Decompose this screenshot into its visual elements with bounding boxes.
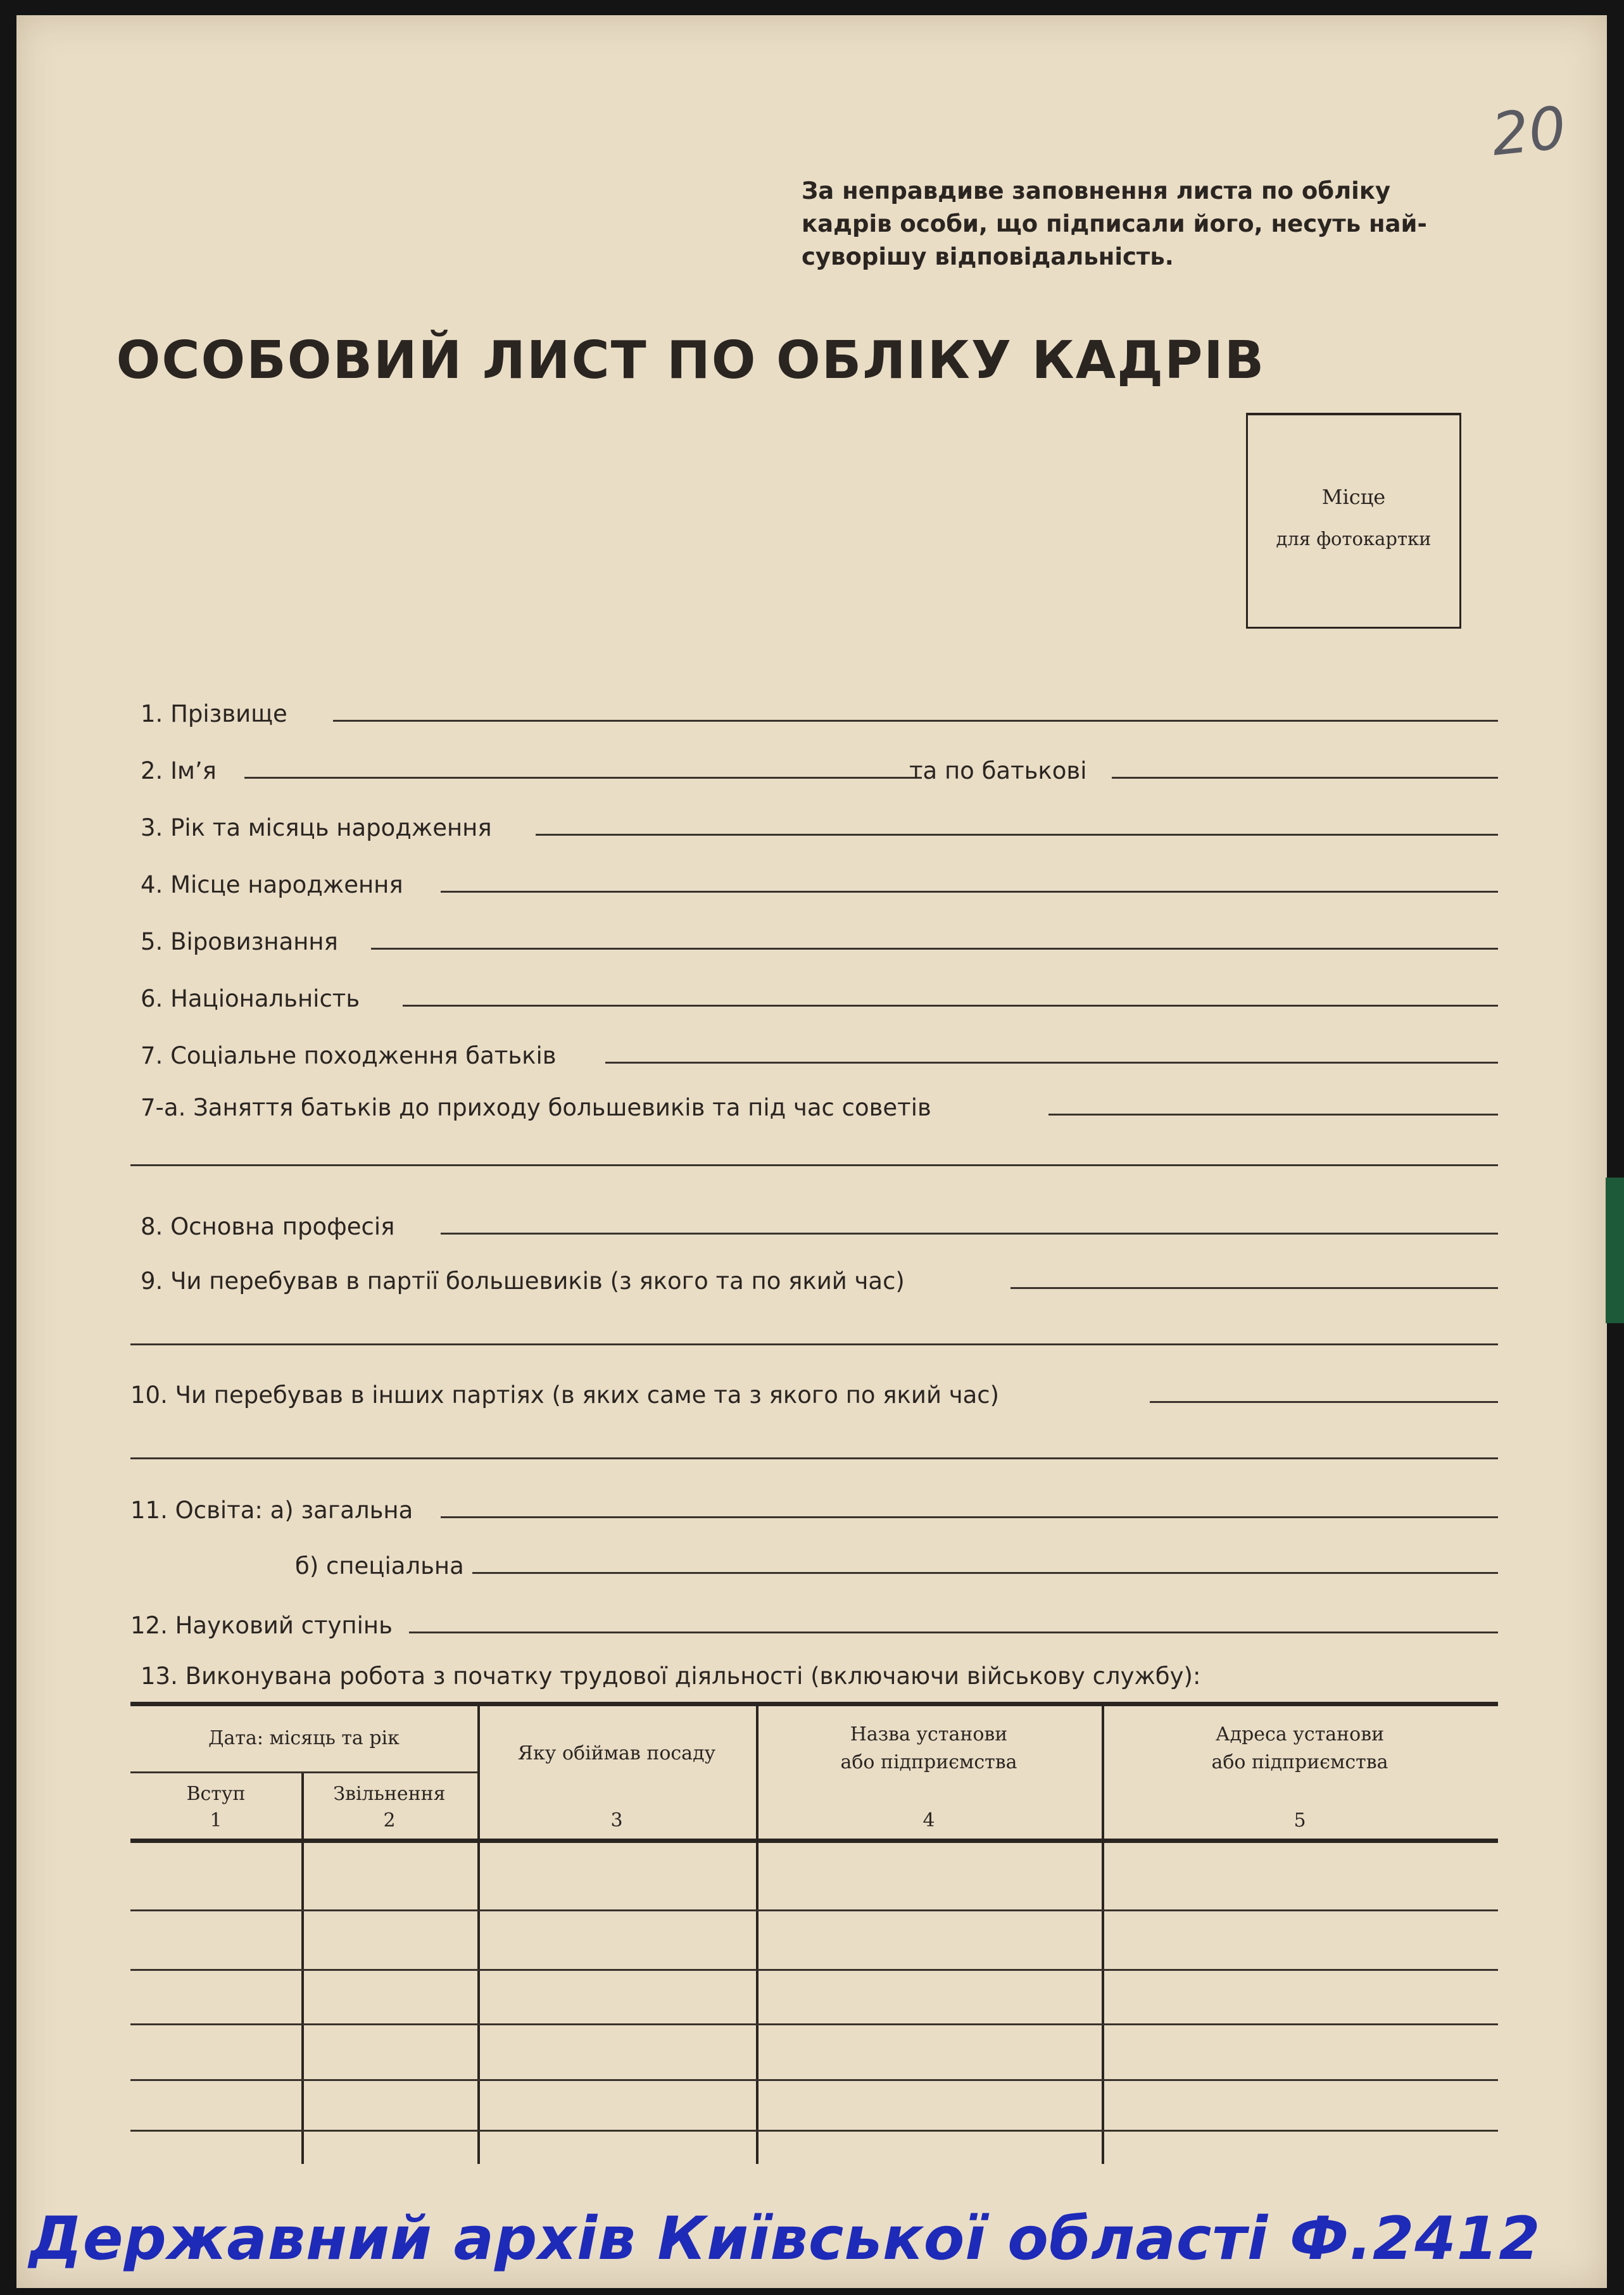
- table-header-start: Вступ: [186, 1783, 246, 1805]
- photo-label-2: для фотокартки: [1276, 528, 1432, 550]
- field-birthplace-line[interactable]: [441, 891, 1498, 893]
- field-profession-label: 8. Основна професія: [141, 1213, 395, 1240]
- binding-tab: [1606, 1178, 1624, 1323]
- field-name-line[interactable]: [244, 777, 922, 779]
- table-header-date: Дата: місяць та рік: [208, 1727, 400, 1749]
- field-general-education-line[interactable]: [441, 1516, 1498, 1518]
- field-parents-occupation-label: 7-а. Заняття батьків до приходу большевиків та під час советів: [141, 1094, 931, 1121]
- field-patronymic-label: та по батькові: [909, 757, 1087, 784]
- field-work-history-label: 13. Виконувана робота з початку трудової діяльності (включаючи військову службу):: [141, 1663, 1201, 1690]
- table-top-border: [130, 1702, 1498, 1706]
- warning-line: кадрів особи, що підписали його, несуть най-: [802, 210, 1427, 237]
- field-bolshevik-party-label: 9. Чи перебував в партії большевиків (з якого та по який час): [141, 1267, 905, 1295]
- field-special-education-line[interactable]: [472, 1572, 1498, 1574]
- table-header-bottom-border: [130, 1839, 1498, 1843]
- field-other-parties-line-2[interactable]: [130, 1457, 1498, 1459]
- field-surname-label: 1. Прізвище: [141, 700, 287, 727]
- table-header-address-line: Адреса установи: [1215, 1723, 1385, 1745]
- table-date-subheader-line: [130, 1771, 477, 1773]
- table-col-number: 3: [610, 1809, 623, 1832]
- field-patronymic-line[interactable]: [1112, 777, 1498, 779]
- field-birthdate-label: 3. Рік та місяць народження: [141, 814, 492, 841]
- table-header-institution-line: або підприємства: [840, 1751, 1017, 1773]
- form-title: ОСОБОВИЙ ЛИСТ ПО ОБЛІКУ КАДРІВ: [116, 330, 1266, 391]
- field-nationality-label: 6. Національність: [141, 985, 360, 1012]
- field-degree-label: 12. Науковий ступінь: [130, 1612, 393, 1639]
- table-header-address-line: або підприємства: [1211, 1751, 1388, 1773]
- table-col-number: 1: [210, 1809, 222, 1832]
- photo-label-1: Місце: [1321, 485, 1386, 509]
- table-row-line[interactable]: [130, 1909, 1498, 1911]
- field-nationality-line[interactable]: [403, 1005, 1498, 1007]
- field-social-origin-line[interactable]: [605, 1062, 1498, 1064]
- field-special-education-label: б) спеціальна: [295, 1552, 464, 1580]
- table-header-institution: [756, 1721, 1102, 1776]
- field-profession-line[interactable]: [441, 1233, 1498, 1235]
- field-religion-label: 5. Віровизнання: [141, 928, 338, 955]
- warning-line: За неправдиве заповнення листа по обліку: [802, 177, 1391, 204]
- field-birthplace-label: 4. Місце народження: [141, 871, 403, 898]
- table-col-number: 5: [1294, 1809, 1306, 1832]
- table-col-number: 4: [922, 1809, 935, 1832]
- field-social-origin-label: 7. Соціальне походження батьків: [141, 1042, 557, 1069]
- table-column-divider: [477, 1704, 480, 2164]
- photo-placeholder: [1246, 413, 1461, 629]
- archive-caption: Державний архів Київської області Ф.2412: [29, 2204, 1541, 2273]
- field-surname-line[interactable]: [333, 720, 1498, 722]
- warning-line: суворішу відповідальність.: [802, 243, 1174, 270]
- field-parents-occupation-line[interactable]: [1048, 1114, 1498, 1116]
- page-number: 20: [1488, 94, 1570, 169]
- field-bolshevik-party-line-2[interactable]: [130, 1343, 1498, 1345]
- table-header-institution-line: Назва установи: [850, 1723, 1008, 1745]
- document-sheet: [16, 15, 1607, 2288]
- table-row-line[interactable]: [130, 1969, 1498, 1971]
- table-row-line[interactable]: [130, 2079, 1498, 2081]
- field-religion-line[interactable]: [371, 948, 1498, 950]
- field-other-parties-label: 10. Чи перебував в інших партіях (в яких саме та з якого по який час): [130, 1381, 1000, 1409]
- table-header-address: [1102, 1721, 1498, 1776]
- table-header-end: Звільнення: [333, 1783, 446, 1805]
- table-header-position: Яку обіймав посаду: [517, 1742, 716, 1764]
- field-name-label: 2. Ім’я: [141, 757, 217, 784]
- field-other-parties-line[interactable]: [1150, 1401, 1498, 1403]
- field-parents-occupation-line-2[interactable]: [130, 1164, 1498, 1166]
- field-bolshevik-party-line[interactable]: [1010, 1287, 1498, 1289]
- field-degree-line[interactable]: [409, 1632, 1498, 1633]
- warning-notice: [802, 175, 1504, 274]
- field-birthdate-line[interactable]: [536, 834, 1498, 836]
- table-col-number: 2: [383, 1809, 396, 1832]
- field-general-education-label: 11. Освіта: а) загальна: [130, 1497, 413, 1524]
- table-row-line[interactable]: [130, 2023, 1498, 2025]
- table-row-line[interactable]: [130, 2130, 1498, 2132]
